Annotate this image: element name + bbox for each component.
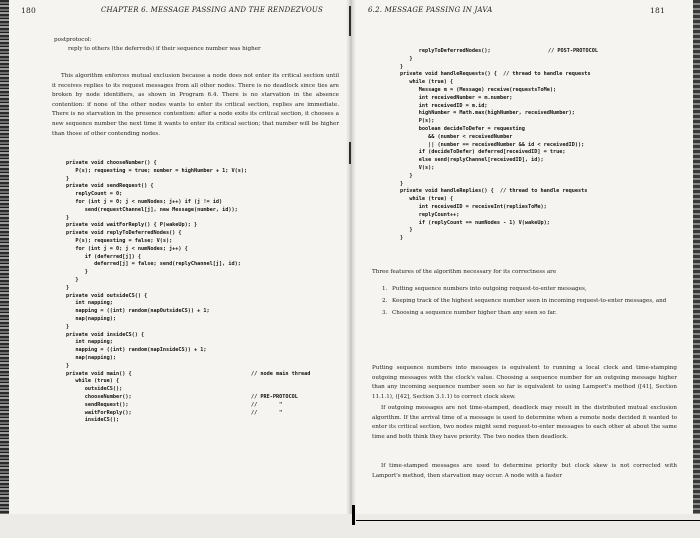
starvation-paragraph: If time-stamped messages are used to determine priority but clock skew is not corrected with Lamport's method, then starvation may occur. A node with a faster xyxy=(372,463,677,479)
code-line: napping = ((int) random(napInsideCS)) + 1; xyxy=(66,347,207,354)
code-line: private void insideCS() { xyxy=(66,331,145,338)
code-line: } xyxy=(66,214,70,221)
code-line: || (number == receivedNumber && id < receivedID)); xyxy=(400,141,585,148)
code-line: private void main() { xyxy=(66,370,132,377)
code-comment: // PRE-PROTOCOL xyxy=(251,394,298,400)
code-line: } xyxy=(66,175,70,182)
code-line: } xyxy=(66,276,79,283)
left-running-head: CHAPTER 6. MESSAGE PASSING AND THE RENDEZVOUS xyxy=(101,6,324,14)
code-line: } xyxy=(66,269,88,276)
code-line: deferred[j] = false; send(replyChannel[j], id); xyxy=(66,261,241,268)
features-list xyxy=(382,285,674,322)
code-line: Message m = (Message) receive(requestsToMe); xyxy=(400,86,557,93)
scan-bottom-tick xyxy=(352,505,355,525)
code-line: private void sendRequest() { xyxy=(66,183,154,190)
code-line: boolean decideToDefer = requesting xyxy=(400,125,525,132)
code-line: int receivedNumber = m.number; xyxy=(400,94,513,101)
code-line: replyCount++; xyxy=(400,211,460,218)
code-line: } xyxy=(400,55,413,62)
lamport-paragraph: Putting sequence numbers into messages is equivalent to running a local clock and time-stamping outgoing messages with the clock's value. Choosing a sequence number for an outgoing message higher than any incoming sequence number seen so far is equivalent to using Lamport's method ([41], Section 11.1.1), ([42], Section 3.1.1) to correct clock skew. xyxy=(372,365,677,400)
code-line: P(s); xyxy=(400,118,435,125)
code-line: int napping; xyxy=(66,300,113,307)
code-line: else send(replyChannel[receivedID], id); xyxy=(400,157,544,164)
feature-number: 2. xyxy=(382,298,388,305)
features-intro: Three features of the algorithm necessary for its correctness are xyxy=(372,269,557,275)
code-line: int receivedID = receiveInt(repliesToMe); xyxy=(400,203,547,210)
code-line: } xyxy=(400,235,404,242)
code-line: } xyxy=(400,227,413,234)
code-line: private void outsideCS() { xyxy=(66,292,148,299)
feature-text: Choosing a sequence number higher than any seen so far. xyxy=(392,310,557,317)
book-gutter xyxy=(346,0,356,538)
code-line: while (true) { xyxy=(400,196,454,203)
code-line: replyToDeferredNodes(); xyxy=(400,48,491,54)
code-line: P(s); requesting = true; number = highNumber + 1; V(s); xyxy=(66,167,248,174)
code-line: chooseNumber(); xyxy=(66,393,132,400)
right-running-head: 6.2. MESSAGE PASSING IN JAVA xyxy=(368,6,493,14)
code-line: nap(napping); xyxy=(66,315,116,322)
code-line: private void waitForReply() { P(wakeUp); } xyxy=(66,222,198,229)
code-line: waitForReply(); xyxy=(66,409,132,416)
code-comment: // node main thread xyxy=(251,370,311,377)
code-comment: // " xyxy=(251,409,283,416)
code-line: } xyxy=(66,323,70,330)
code-line: napping = ((int) random(napOutsideCS)) + 1; xyxy=(66,308,210,315)
code-line: private void chooseNumber() { xyxy=(66,160,157,166)
left-page xyxy=(16,0,341,538)
code-line: replyCount = 0; xyxy=(66,191,123,198)
code-line: int napping; xyxy=(66,339,113,346)
code-line: while (true) { xyxy=(400,79,454,86)
postprotocol-heading: postprotocol: xyxy=(54,37,92,43)
code-line: nap(napping); xyxy=(66,354,116,361)
code-line: && (number < receivedNumber xyxy=(400,133,513,140)
gutter-mark-top xyxy=(349,6,351,36)
right-page-number: 181 xyxy=(650,6,665,15)
code-line: } xyxy=(400,172,413,179)
code-line: int receivedID = m.id; xyxy=(400,102,488,109)
feature-item xyxy=(382,309,674,318)
deadlock-paragraph: If outgoing messages are not time-stamped, deadlock may result in the distributed mutual exclusion algorithm. If the arrival time of a message is used to determine when a remote node decided it wanted to enter its critical section, two nodes might send request-to-enter messages to each other at about the same time and both think they have priority. The two nodes then deadlock. xyxy=(372,405,677,440)
code-line: private void handleRequests() { // thread to handle requests xyxy=(400,71,591,78)
mutual-exclusion-paragraph: This algorithm enforces mutual exclusion because a node does not enter its critical section until it receives replies to its request messages from all other nodes. There is no deadlock since ties are broken by node identifiers, as shown in Program 6.4. There is no starvation in the absence contention: if none of the other nodes wants to enter its critical section, replies are immediate. There is no starvation in the presence contention: after a node exits its critical section, it chooses a new sequence number the next time it wants to enter its critical section; that number will be higher than those of other contending nodes. xyxy=(52,73,339,137)
feature-item xyxy=(382,285,674,294)
gutter-mark-middle xyxy=(349,142,351,164)
feature-item xyxy=(382,297,674,306)
right-page xyxy=(360,0,690,538)
left-code-listing xyxy=(66,160,311,425)
code-line: send(requestChannel[j], new Message(number, id)); xyxy=(66,206,238,213)
feature-text: Keeping track of the highest sequence number seen in incoming request-to-enter messages, and xyxy=(392,298,667,305)
feature-number: 1. xyxy=(382,286,388,292)
code-line: for (int j = 0; j < numNodes; j++) if (j != id) xyxy=(66,198,223,205)
code-line: if (replyCount == numNodes - 1) V(wakeUp); xyxy=(400,219,550,226)
scan-bottom-strip xyxy=(0,514,700,538)
left-book-edge xyxy=(0,0,9,538)
postprotocol-text: reply to others (the deferreds) if their sequence number was higher xyxy=(68,45,261,52)
code-line: V(s); xyxy=(400,164,435,171)
feature-text: Putting sequence numbers into outgoing request-to-enter messages, xyxy=(392,286,587,292)
scan-bottom-rule xyxy=(356,520,700,521)
right-code-listing xyxy=(400,48,591,243)
code-line: P(s); requesting = false; V(s); xyxy=(66,237,173,244)
code-line: } xyxy=(66,362,70,369)
code-line: if (decideToDefer) deferred[receivedID] = true; xyxy=(400,149,566,156)
code-line: for (int j = 0; j < numNodes; j++) { xyxy=(66,245,188,252)
code-line: sendRequest(); xyxy=(66,401,129,408)
code-line: outsideCS(); xyxy=(66,386,123,393)
code-line: if (deferred[j]) { xyxy=(66,253,141,260)
code-comment: // " xyxy=(251,401,283,408)
code-line: } xyxy=(400,180,404,187)
code-line: private void handleReplies() { // thread to handle requests xyxy=(400,188,588,195)
feature-number: 3. xyxy=(382,310,388,317)
postprotocol-block xyxy=(54,36,339,54)
post-protocol-comment: // POST-PROTOCOL xyxy=(548,48,598,54)
code-line: while (true) { xyxy=(66,378,120,385)
left-running-header xyxy=(16,6,341,20)
left-page-number: 180 xyxy=(21,6,36,15)
code-line: insideCS(); xyxy=(66,417,120,424)
right-running-header xyxy=(360,6,690,20)
right-book-edge xyxy=(693,0,700,538)
code-line: } xyxy=(400,63,404,70)
code-line: } xyxy=(66,284,70,291)
code-line: highNumber = Math.max(highNumber, receivedNumber); xyxy=(400,110,575,117)
code-line: private void replyToDeferredNodes() { xyxy=(66,230,182,237)
